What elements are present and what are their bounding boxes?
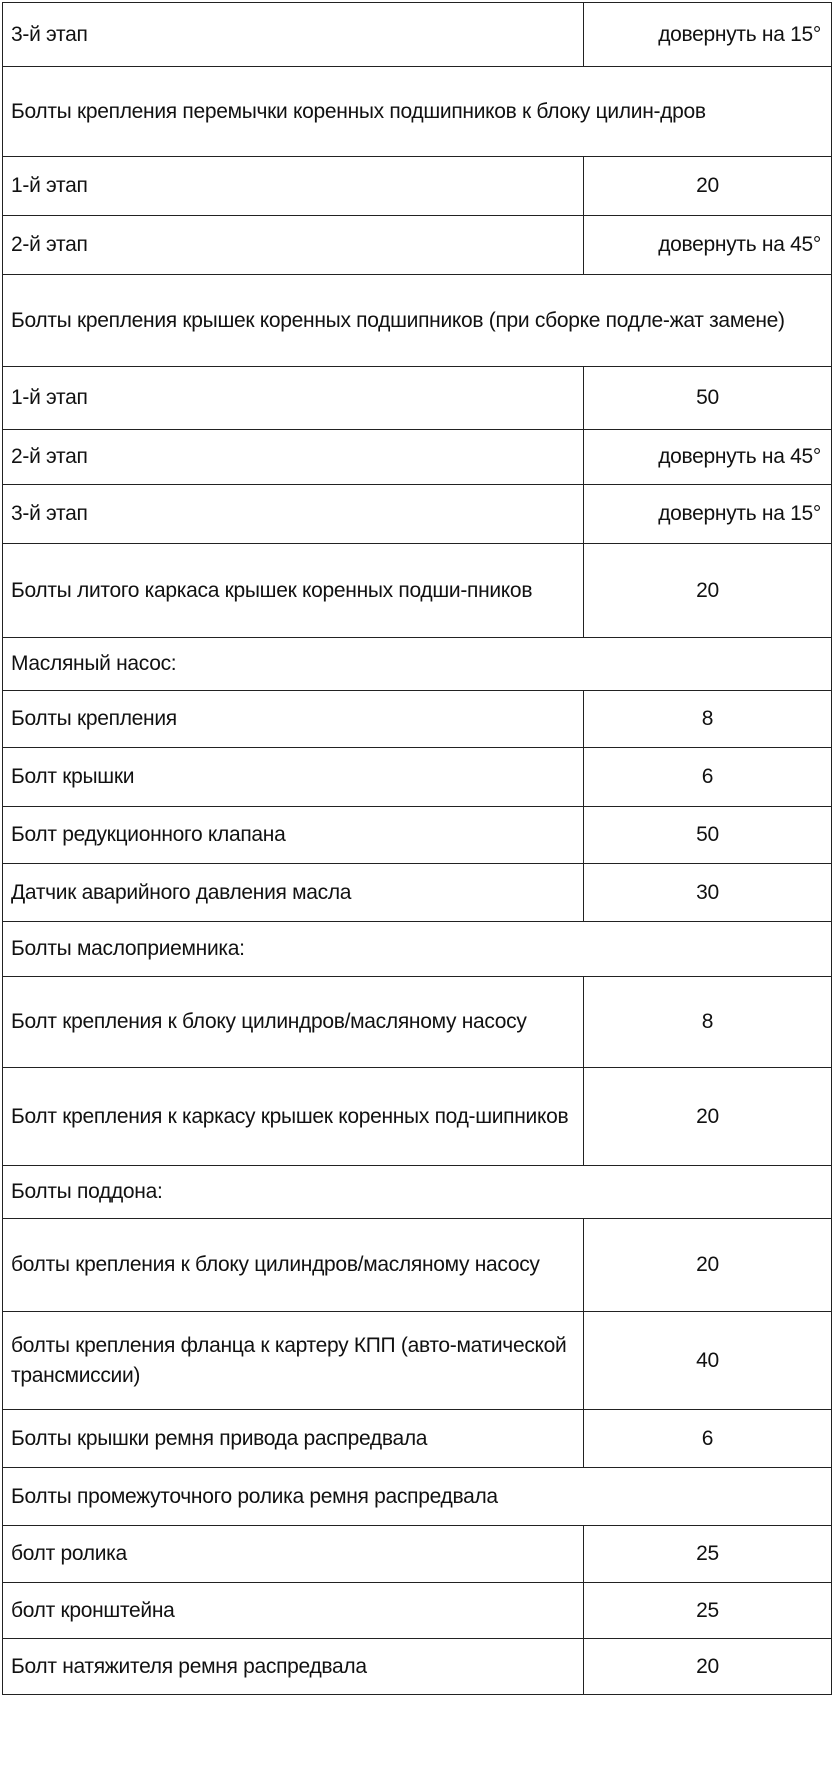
fastener-name-cell: 3-й этап <box>3 3 584 67</box>
torque-value-cell: довернуть на 15° <box>584 485 832 544</box>
torque-value-cell: 20 <box>584 1068 832 1166</box>
torque-table-body <box>3 3 832 1695</box>
torque-value-cell: довернуть на 15° <box>584 3 832 67</box>
torque-value-cell: довернуть на 45° <box>584 430 832 485</box>
fastener-name-cell: болт ролика <box>3 1526 584 1583</box>
table-row <box>3 1526 832 1583</box>
fastener-name-cell: 2-й этап <box>3 216 584 275</box>
fastener-name-cell: Болт крепления к блоку цилиндров/масляному насосу <box>3 977 584 1068</box>
table-row <box>3 1312 832 1410</box>
table-row <box>3 748 832 807</box>
table-row <box>3 3 832 67</box>
torque-value-cell: 20 <box>584 157 832 216</box>
section-row <box>3 922 832 977</box>
fastener-name-cell: Болты крепления <box>3 691 584 748</box>
fastener-name-cell: 1-й этап <box>3 367 584 430</box>
table-row <box>3 1068 832 1166</box>
torque-value-cell: довернуть на 45° <box>584 216 832 275</box>
torque-value-cell: 8 <box>584 691 832 748</box>
section-row <box>3 275 832 367</box>
table-row <box>3 864 832 922</box>
torque-value-cell: 8 <box>584 977 832 1068</box>
torque-value-cell: 25 <box>584 1583 832 1639</box>
torque-value-cell: 30 <box>584 864 832 922</box>
table-row <box>3 977 832 1068</box>
torque-value-cell: 6 <box>584 748 832 807</box>
torque-table <box>2 2 832 1695</box>
section-heading: Болты поддона: <box>3 1166 832 1219</box>
fastener-name-cell: Болт крышки <box>3 748 584 807</box>
table-row <box>3 807 832 864</box>
fastener-name-cell: болт кронштейна <box>3 1583 584 1639</box>
table-row <box>3 367 832 430</box>
table-row <box>3 1219 832 1312</box>
section-row <box>3 1468 832 1526</box>
table-row <box>3 1583 832 1639</box>
section-row <box>3 67 832 157</box>
table-row <box>3 157 832 216</box>
torque-value-cell: 25 <box>584 1526 832 1583</box>
section-row <box>3 1166 832 1219</box>
torque-value-cell: 20 <box>584 544 832 638</box>
fastener-name-cell: болты крепления фланца к картеру КПП (авто-матической трансмиссии) <box>3 1312 584 1410</box>
torque-value-cell: 6 <box>584 1410 832 1468</box>
torque-spec-page <box>2 2 821 1695</box>
table-row <box>3 216 832 275</box>
section-heading: Болты маслоприемника: <box>3 922 832 977</box>
torque-value-cell: 50 <box>584 367 832 430</box>
table-row <box>3 430 832 485</box>
section-row <box>3 638 832 691</box>
table-row <box>3 485 832 544</box>
fastener-name-cell: 3-й этап <box>3 485 584 544</box>
fastener-name-cell: Болты крышки ремня привода распредвала <box>3 1410 584 1468</box>
fastener-name-cell: Болт редукционного клапана <box>3 807 584 864</box>
table-row <box>3 544 832 638</box>
fastener-name-cell: болты крепления к блоку цилиндров/масляному насосу <box>3 1219 584 1312</box>
fastener-name-cell: Датчик аварийного давления масла <box>3 864 584 922</box>
table-row <box>3 1639 832 1695</box>
torque-value-cell: 40 <box>584 1312 832 1410</box>
fastener-name-cell: 1-й этап <box>3 157 584 216</box>
section-heading: Болты крепления крышек коренных подшипников (при сборке подле-жат замене) <box>3 275 832 367</box>
section-heading: Масляный насос: <box>3 638 832 691</box>
section-heading: Болты промежуточного ролика ремня распредвала <box>3 1468 832 1526</box>
fastener-name-cell: Болты литого каркаса крышек коренных подши-пников <box>3 544 584 638</box>
table-row <box>3 1410 832 1468</box>
table-row <box>3 691 832 748</box>
torque-value-cell: 50 <box>584 807 832 864</box>
fastener-name-cell: 2-й этап <box>3 430 584 485</box>
fastener-name-cell: Болт крепления к каркасу крышек коренных под-шипников <box>3 1068 584 1166</box>
torque-value-cell: 20 <box>584 1219 832 1312</box>
section-heading: Болты крепления перемычки коренных подшипников к блоку цилин-дров <box>3 67 832 157</box>
fastener-name-cell: Болт натяжителя ремня распредвала <box>3 1639 584 1695</box>
torque-value-cell: 20 <box>584 1639 832 1695</box>
